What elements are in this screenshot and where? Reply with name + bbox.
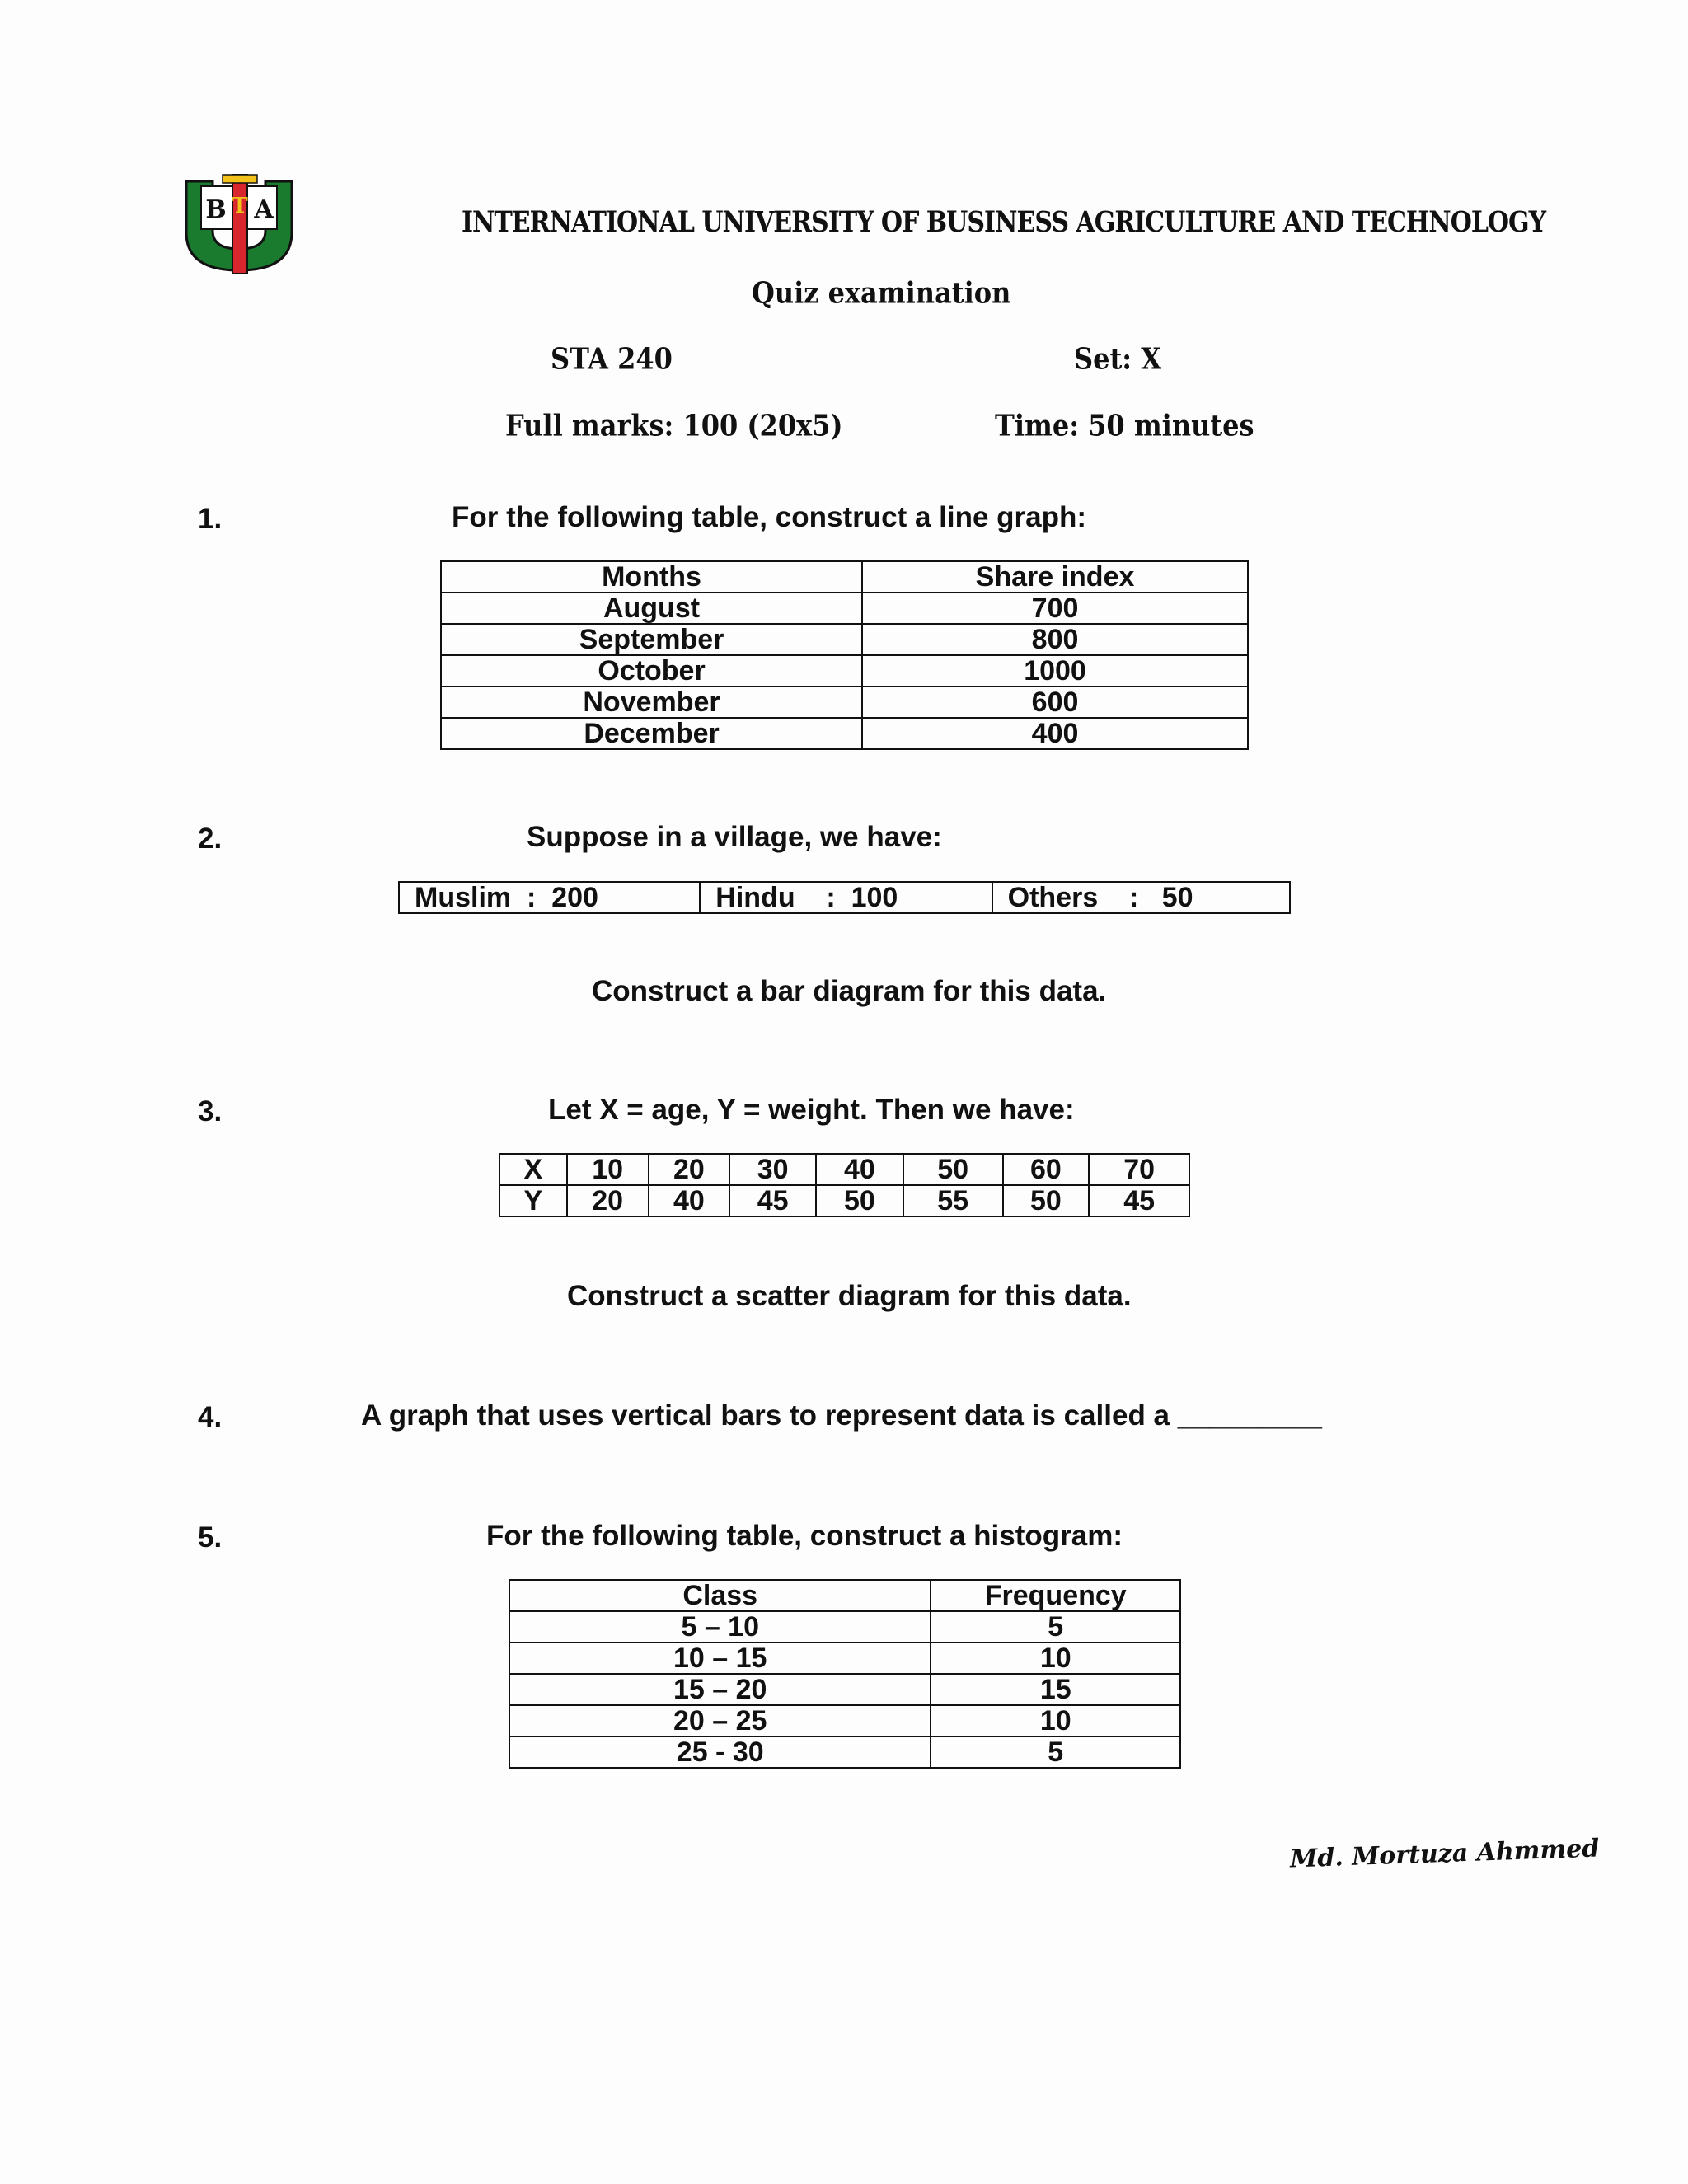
histogram-table	[509, 1579, 1181, 1769]
y-value-cell: 20	[567, 1185, 649, 1216]
table-row	[441, 687, 1248, 718]
x-value-cell: 50	[903, 1154, 1003, 1185]
y-value-cell: 50	[816, 1185, 903, 1216]
y-value-cell: 55	[903, 1185, 1003, 1216]
y-value-cell: 50	[1003, 1185, 1090, 1216]
table-header-row	[509, 1580, 1180, 1611]
time-allowed: Time: 50 minutes	[995, 408, 1254, 443]
frequency-cell: 15	[931, 1674, 1180, 1705]
exam-type: Quiz examination	[752, 275, 1011, 311]
question-2-text: Suppose in a village, we have:	[527, 821, 942, 853]
table-row	[441, 624, 1248, 655]
class-cell: 25 - 30	[509, 1736, 931, 1768]
logo-letter-b: B	[205, 195, 227, 224]
share-index-table	[440, 560, 1249, 750]
x-value-cell: 30	[729, 1154, 816, 1185]
share-index-cell: 800	[862, 624, 1248, 655]
question-2-instruction: Construct a bar diagram for this data.	[592, 975, 1107, 1007]
x-value-cell: 20	[649, 1154, 730, 1185]
set-label: Set: X	[1074, 341, 1162, 377]
logo-letter-a: A	[254, 195, 274, 224]
question-5-text: For the following table, construct a histogram:	[486, 1520, 1123, 1552]
question-1-text: For the following table, construct a line graph:	[452, 501, 1087, 533]
x-value-cell: 10	[567, 1154, 649, 1185]
x-value-cell: 60	[1003, 1154, 1090, 1185]
age-weight-table	[499, 1153, 1190, 1217]
others-cell: Others : 50	[992, 882, 1290, 913]
table-row	[509, 1736, 1180, 1768]
university-name: INTERNATIONAL UNIVERSITY OF BUSINESS AGRICULTURE AND TECHNOLOGY	[462, 206, 1546, 240]
month-cell: October	[441, 655, 862, 687]
y-row	[499, 1185, 1189, 1216]
full-marks: Full marks: 100 (20x5)	[505, 408, 843, 443]
share-index-cell: 700	[862, 593, 1248, 624]
class-cell: 10 – 15	[509, 1643, 931, 1674]
x-row	[499, 1154, 1189, 1185]
logo-letter-t: T	[232, 194, 248, 218]
frequency-cell: 10	[931, 1705, 1180, 1736]
x-value-cell: 70	[1089, 1154, 1189, 1185]
share-index-header: Share index	[862, 561, 1248, 593]
table-row	[509, 1611, 1180, 1643]
y-label-cell: Y	[499, 1185, 567, 1216]
university-logo	[180, 173, 299, 276]
muslim-cell: Muslim : 200	[399, 882, 700, 913]
class-cell: 15 – 20	[509, 1674, 931, 1705]
question-5-number: 5.	[198, 1521, 223, 1554]
share-index-cell: 600	[862, 687, 1248, 718]
x-label-cell: X	[499, 1154, 567, 1185]
table-row	[509, 1705, 1180, 1736]
table-row	[509, 1643, 1180, 1674]
table-row	[441, 655, 1248, 687]
table-row	[441, 718, 1248, 749]
class-cell: 5 – 10	[509, 1611, 931, 1643]
month-cell: December	[441, 718, 862, 749]
course-code: STA 240	[551, 341, 673, 377]
frequency-cell: 5	[931, 1736, 1180, 1768]
share-index-cell: 400	[862, 718, 1248, 749]
month-cell: September	[441, 624, 862, 655]
frequency-cell: 10	[931, 1643, 1180, 1674]
months-header: Months	[441, 561, 862, 593]
question-3-text: Let X = age, Y = weight. Then we have:	[548, 1094, 1075, 1126]
month-cell: August	[441, 593, 862, 624]
frequency-cell: 5	[931, 1611, 1180, 1643]
table-row	[399, 882, 1290, 913]
y-value-cell: 45	[729, 1185, 816, 1216]
religion-table	[398, 881, 1291, 914]
question-1-number: 1.	[198, 503, 223, 535]
y-value-cell: 45	[1089, 1185, 1189, 1216]
question-3-number: 3.	[198, 1095, 223, 1127]
question-4-number: 4.	[198, 1401, 223, 1433]
table-header-row	[441, 561, 1248, 593]
question-3-instruction: Construct a scatter diagram for this data.	[567, 1280, 1132, 1312]
class-cell: 20 – 25	[509, 1705, 931, 1736]
y-value-cell: 40	[649, 1185, 730, 1216]
frequency-header: Frequency	[931, 1580, 1180, 1611]
class-header: Class	[509, 1580, 931, 1611]
share-index-cell: 1000	[862, 655, 1248, 687]
table-row	[441, 593, 1248, 624]
x-value-cell: 40	[816, 1154, 903, 1185]
table-row	[509, 1674, 1180, 1705]
hindu-cell: Hindu : 100	[700, 882, 992, 913]
question-2-number: 2.	[198, 823, 223, 855]
question-4-text: A graph that uses vertical bars to represent data is called a _________	[361, 1399, 1322, 1432]
month-cell: November	[441, 687, 862, 718]
signature: Md. Mortuza Ahmmed	[1289, 1834, 1600, 1874]
